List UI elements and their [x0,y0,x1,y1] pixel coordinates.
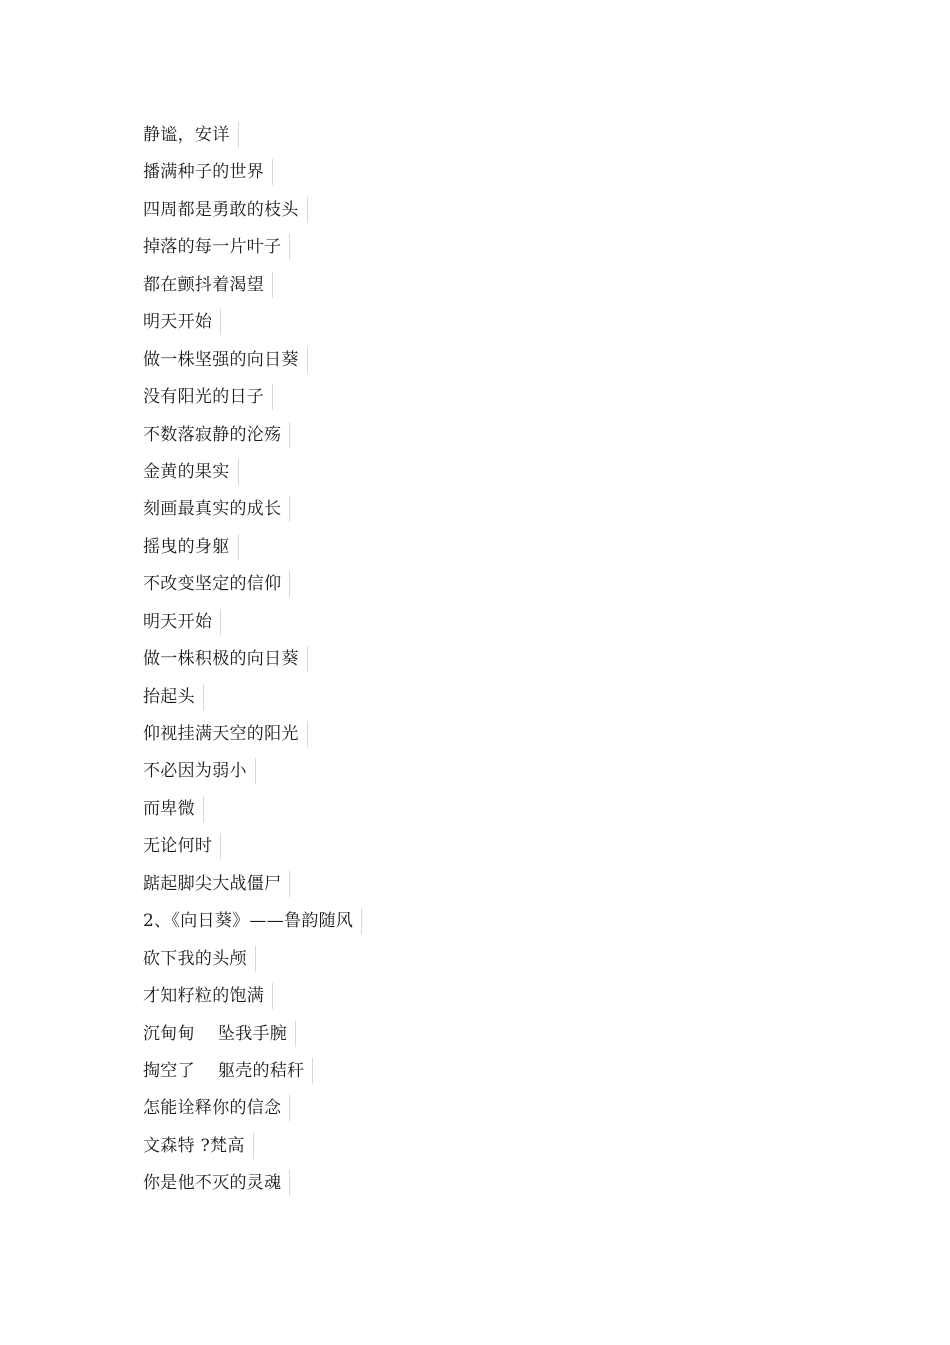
poem-line: 文森特 ?梵高 [143,1130,362,1167]
poem-line: 刻画最真实的成长 [143,493,362,530]
poem-line: 明天开始 [143,606,362,643]
poem-line: 抬起头 [143,681,362,718]
poem-line: 掏空了 躯壳的秸秆 [143,1055,362,1092]
poem-line: 四周都是勇敢的枝头 [143,194,362,231]
poem-line: 砍下我的头颅 [143,943,362,980]
poem-line: 不必因为弱小 [143,755,362,792]
poem-text [143,119,362,1205]
poem-line: 没有阳光的日子 [143,381,362,418]
poem-line: 踮起脚尖大战僵尸 [143,868,362,905]
poem-line: 明天开始 [143,306,362,343]
poem-line: 摇曳的身躯 [143,531,362,568]
poem-line: 不改变坚定的信仰 [143,568,362,605]
poem-line: 掉落的每一片叶子 [143,231,362,268]
poem-line: 播满种子的世界 [143,156,362,193]
poem-line: 仰视挂满天空的阳光 [143,718,362,755]
poem-line: 金黄的果实 [143,456,362,493]
poem-line: 无论何时 [143,830,362,867]
section-heading: 2、《向日葵》——鲁韵随风 [143,905,362,942]
poem-line: 才知籽粒的饱满 [143,980,362,1017]
poem-line: 怎能诠释你的信念 [143,1092,362,1129]
poem-line: 都在颤抖着渴望 [143,269,362,306]
poem-line: 做一株积极的向日葵 [143,643,362,680]
poem-line: 不数落寂静的沦殇 [143,419,362,456]
poem-line: 静谧，安详 [143,119,362,156]
poem-line: 而卑微 [143,793,362,830]
poem-line: 你是他不灭的灵魂 [143,1167,362,1204]
poem-line: 做一株坚强的向日葵 [143,344,362,381]
poem-line: 沉甸甸 坠我手腕 [143,1018,362,1055]
